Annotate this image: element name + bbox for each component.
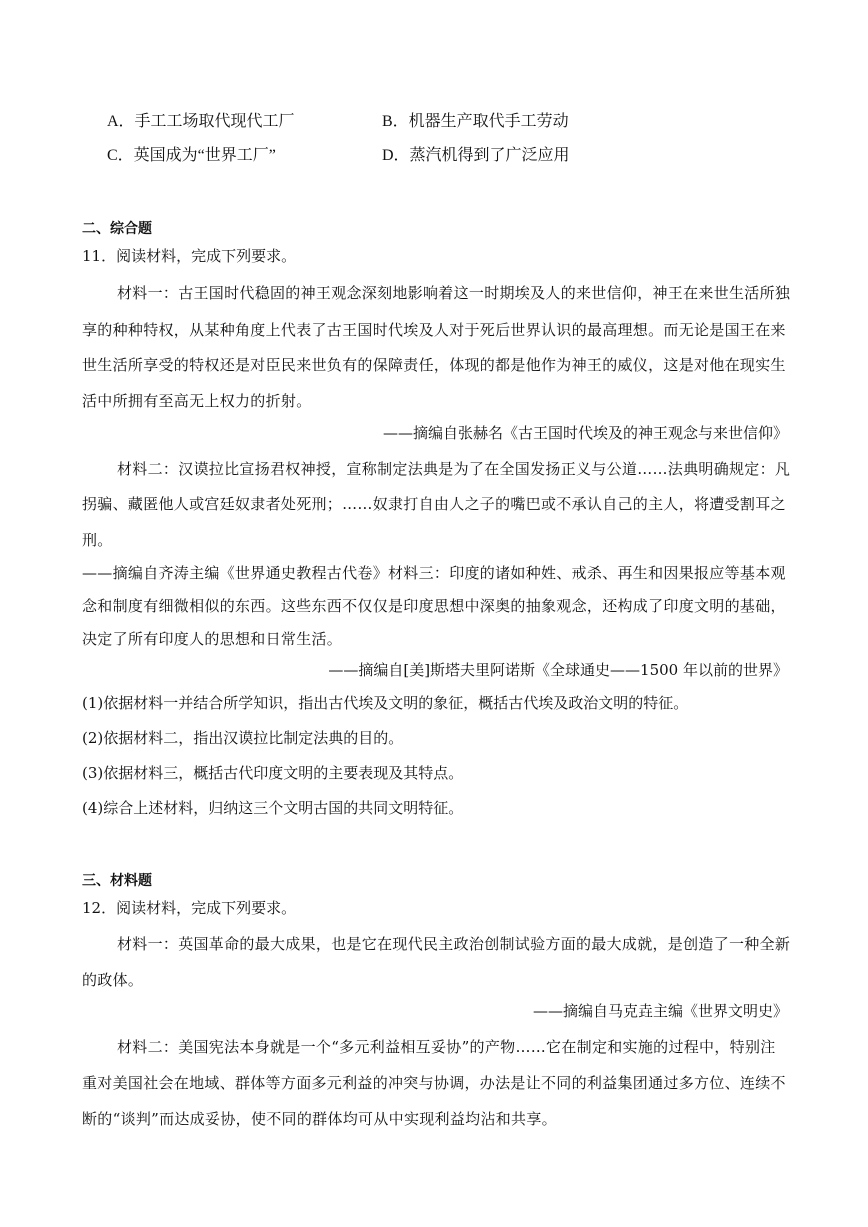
section-heading-comprehensive: 二、综合题 <box>82 221 152 237</box>
option-d: D．蒸汽机得到了广泛应用 <box>382 147 570 164</box>
q11-task-4: (4)综合上述材料，归纳这三个文明古国的共同文明特征。 <box>82 799 464 817</box>
q11-material1-line: 世生活所享受的特权还是对臣民来世负有的保障责任，体现的都是他作为神王的威仪，这是对他在现实生 <box>82 356 786 374</box>
question-11-prompt: 11．阅读材料，完成下列要求。 <box>82 247 297 265</box>
option-a: A．手工工场取代现代工厂 <box>107 113 295 130</box>
q11-material1-line: 享的种种特权，从某种角度上代表了古王国时代埃及人对于死后世界认识的最高理想。而无论是国王在来 <box>82 321 786 339</box>
q11-material2-line: 材料二：汉谟拉比宣扬君权神授，宣称制定法典是为了在全国发扬正义与公道……法典明确规定：凡 <box>117 460 791 478</box>
q12-material1-source: ——摘编自马克垚主编《世界文明史》 <box>532 1002 788 1020</box>
q11-task-1: (1)依据材料一并结合所学知识，指出古代埃及文明的象征，概括古代埃及政治文明的特征。 <box>82 694 689 712</box>
q11-material1-line: 材料一：古王国时代稳固的神王观念深刻地影响着这一时期埃及人的来世信仰，神王在来世生活所独 <box>117 284 791 302</box>
q11-task-2: (2)依据材料二，指出汉谟拉比制定法典的目的。 <box>82 729 404 747</box>
q11-material1-line: 活中所拥有至高无上权力的折射。 <box>82 392 312 410</box>
q12-material1-line: 的政体。 <box>82 971 144 989</box>
q11-material3-source: ——摘编自[美]斯塔夫里阿诺斯《全球通史——1500 年以前的世界》 <box>328 661 788 679</box>
q12-material1-line: 材料一：英国革命的最大成果，也是它在现代民主政治创制试验方面的最大成就，是创造了一种全新 <box>117 935 791 953</box>
q12-material2-line: 重对美国社会在地域、群体等方面多元利益的冲突与协调，办法是让不同的利益集团通过多方位、连续不 <box>82 1074 786 1092</box>
question-12-prompt: 12．阅读材料，完成下列要求。 <box>82 899 297 917</box>
q11-task-3: (3)依据材料三，概括古代印度文明的主要表现及其特点。 <box>82 764 464 782</box>
q11-material2-line: 刑。 <box>82 531 113 549</box>
q11-material3-line: 念和制度有细微相似的东西。这些东西不仅仅是印度思想中深奥的抽象观念，还构成了印度文明的基础， <box>82 597 786 615</box>
q11-material1-source: ——摘编自张赫名《古王国时代埃及的神王观念与来世信仰》 <box>382 424 788 442</box>
q11-material3-line: 决定了所有印度人的思想和日常生活。 <box>82 630 343 648</box>
q12-material2-line: 材料二：美国宪法本身就是一个“多元利益相互妥协”的产物……它在制定和实施的过程中，特别注 <box>117 1038 776 1056</box>
section-heading-material: 三、材料题 <box>82 873 152 889</box>
q11-material2-line: 拐骗、藏匿他人或宫廷奴隶者处死刑；……奴隶打自由人之子的嘴巴或不承认自己的主人，将遭受割耳之 <box>82 495 786 513</box>
option-c: C．英国成为“世界工厂” <box>107 147 276 164</box>
option-b: B．机器生产取代手工劳动 <box>382 113 569 130</box>
q11-material3-line: ——摘编自齐涛主编《世界通史教程古代卷》材料三：印度的诸如种姓、戒杀、再生和因果报应等基本观 <box>82 564 786 582</box>
q12-material2-line: 断的“谈判”而达成妥协，使不同的群体均可从中实现利益均沾和共享。 <box>82 1110 557 1128</box>
